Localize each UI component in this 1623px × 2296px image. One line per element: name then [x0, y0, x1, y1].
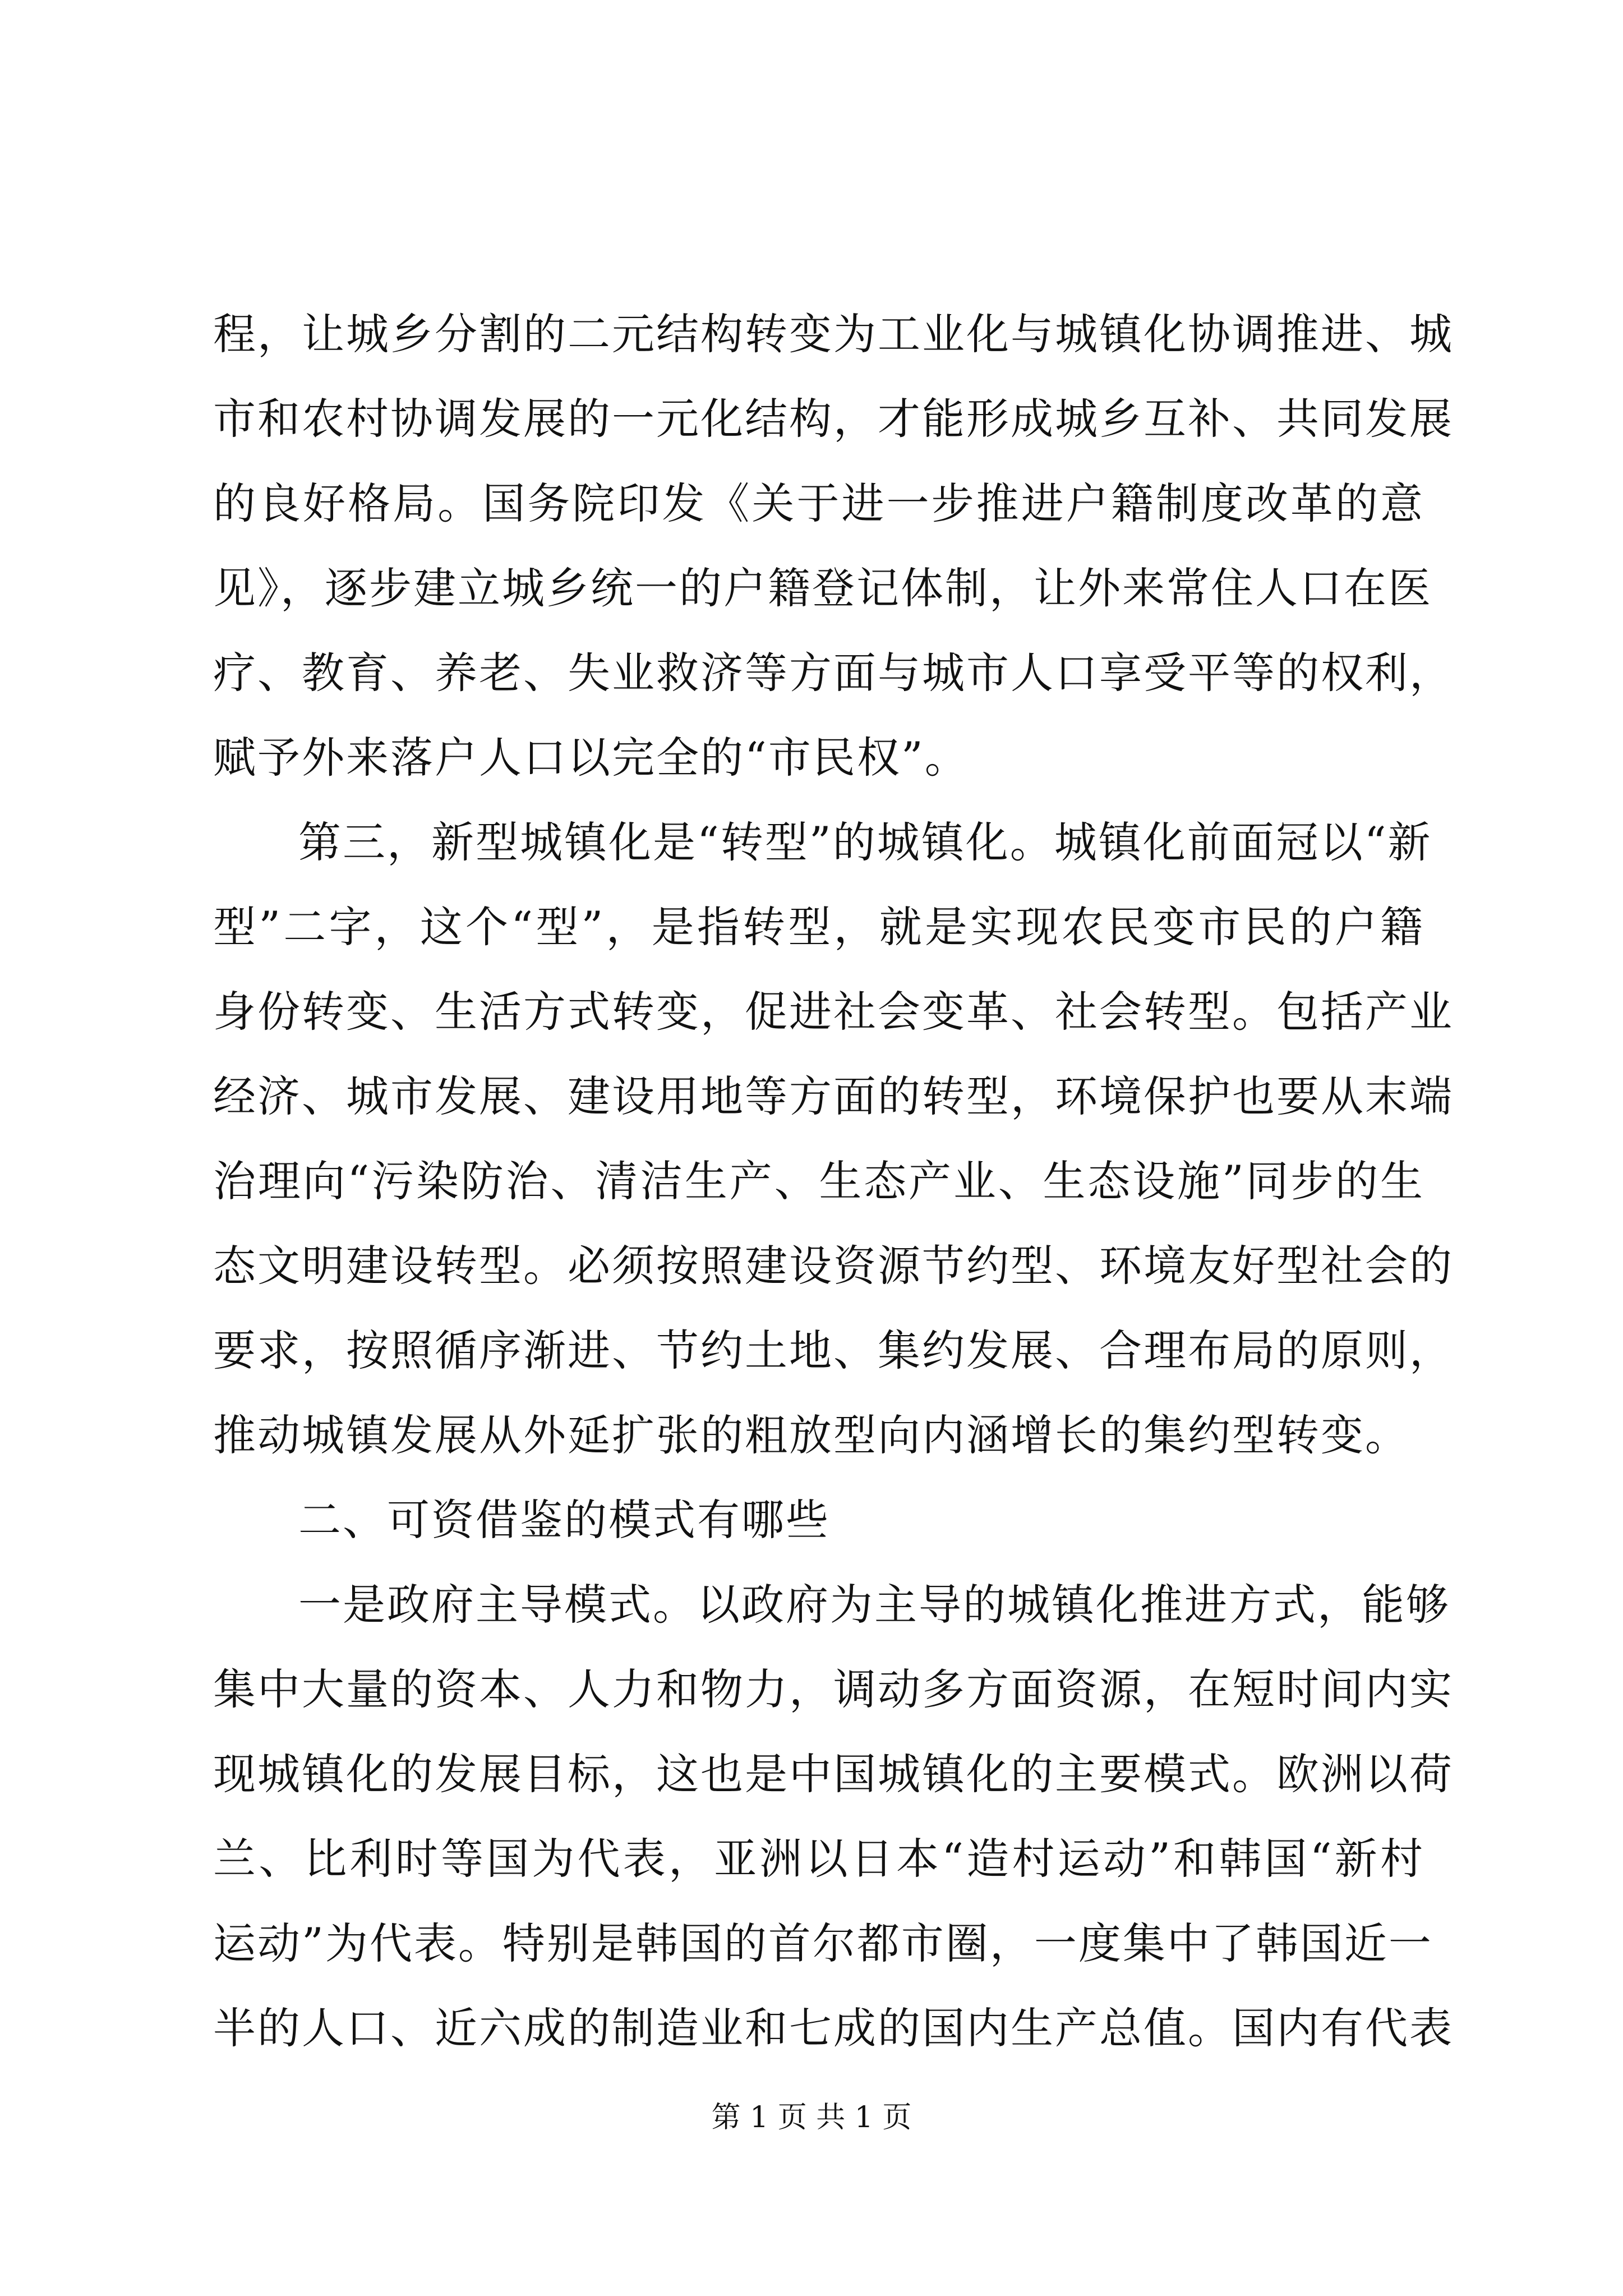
text-line: 见》，逐步建立城乡统一的户籍登记体制，让外来常住人口在医: [213, 563, 1432, 613]
page-footer: 第 1 页 共 1 页: [711, 2101, 912, 2134]
text-line: 市和农村协调发展的一元化结构，才能形成城乡互补、共同发展: [213, 394, 1454, 444]
body-text: [213, 292, 1454, 2070]
text-line: 经济、城市发展、建设用地等方面的转型，环境保护也要从末端: [213, 1071, 1454, 1121]
section-heading: 二、可资借鉴的模式有哪些: [298, 1495, 830, 1545]
text-line: 疗、教育、养老、失业救济等方面与城市人口享受平等的权利，: [213, 648, 1454, 698]
text-line: 集中大量的资本、人力和物力，调动多方面资源，在短时间内实: [213, 1664, 1454, 1714]
text-line: 半的人口、近六成的制造业和七成的国内生产总值。国内有代表: [213, 2003, 1454, 2053]
text-line: 的良好格局。国务院印发《关于进一步推进户籍制度改革的意: [213, 478, 1424, 528]
text-line: 运动”为代表。特别是韩国的首尔都市圈，一度集中了韩国近一: [213, 1918, 1433, 1968]
text-line: 要求，按照循序渐进、节约土地、集约发展、合理布局的原则，: [213, 1326, 1454, 1375]
text-line: 赋予外来落户人口以完全的“市民权”。: [213, 733, 969, 783]
text-line: 推动城镇发展从外延扩张的粗放型向内涵增长的集约型转变。: [213, 1410, 1409, 1460]
text-line: 身份转变、生活方式转变，促进社会变革、社会转型。包括产业: [213, 987, 1454, 1037]
text-line: 治理向“污染防治、清洁生产、生态产业、生态设施”同步的生: [213, 1156, 1424, 1206]
text-line: 兰、比利时等国为代表，亚洲以日本“造村运动”和韩国“新村: [213, 1834, 1424, 1884]
text-line: 现城镇化的发展目标，这也是中国城镇化的主要模式。欧洲以荷: [213, 1749, 1454, 1799]
text-line: 程，让城乡分割的二元结构转变为工业化与城镇化协调推进、城: [213, 309, 1454, 359]
text-line: 态文明建设转型。必须按照建设资源节约型、环境友好型社会的: [213, 1241, 1454, 1291]
paragraph-first-line: 第三，新型城镇化是“转型”的城镇化。城镇化前面冠以“新: [298, 817, 1432, 867]
paragraph-first-line: 一是政府主导模式。以政府为主导的城镇化推进方式，能够: [298, 1580, 1450, 1630]
text-line: 型”二字，这个“型”，是指转型，就是实现农民变市民的户籍: [213, 902, 1424, 952]
